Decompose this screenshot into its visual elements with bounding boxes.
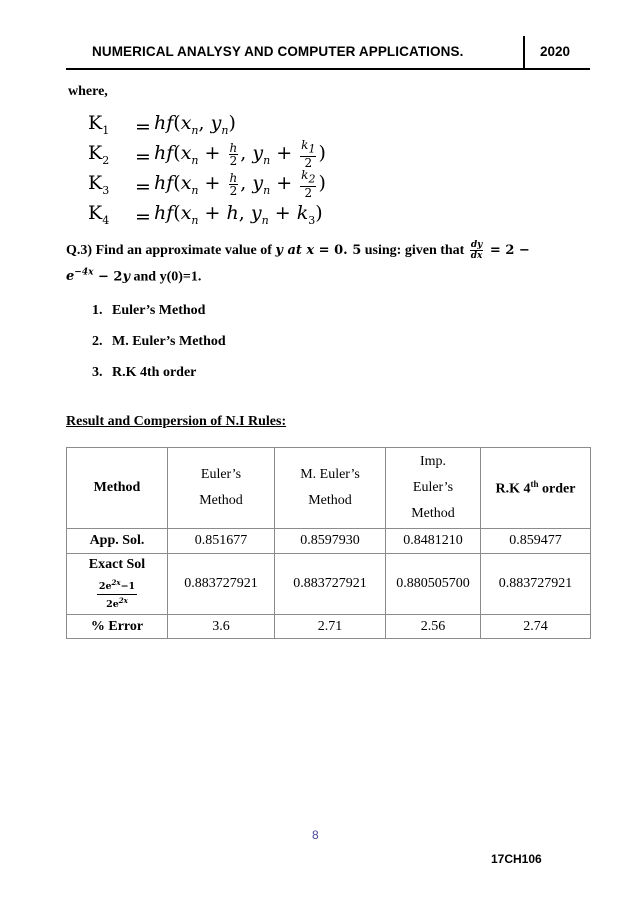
- header-divider: [523, 36, 525, 68]
- header-method: Method: [67, 448, 168, 529]
- list-item: 3. R.K 4th order: [92, 365, 197, 380]
- question-expr-a: y at x =: [275, 243, 335, 258]
- dy-dx-fraction: $\frac{dy}{dx}$: [470, 240, 483, 262]
- table-row: Exact Sol $\frac{2e^{2x}-1}{2e^{2x}}$ 0.883727921 0.883727921 0.880505700 0.883727921: [67, 554, 591, 615]
- footer-code: 17CH106: [491, 852, 542, 866]
- list-item: 1. Euler’s Method: [92, 303, 206, 318]
- exact-sol-formula: $\frac{2e^{2x}-1}{2e^{2x}}$: [98, 578, 136, 610]
- header-rk4: R.K 4th order: [481, 448, 591, 529]
- table-row: % Error 3.6 2.71 2.56 2.74: [67, 615, 591, 639]
- formula-k3: $K_3$ = $hf(x_n$ + $\frac{h}{2}$ , $y_n$ + $\frac{k_2}{2}$ ): [88, 168, 326, 200]
- question-text-c: and y(0)=1.: [130, 269, 202, 285]
- header-imp-euler: Imp. Euler’s Method: [386, 448, 481, 529]
- result-title: Result and Compersion of N.I Rules:: [66, 414, 287, 429]
- question-3: Q.3) Find an approximate value of y at x = 0. 5 using: given that $\frac{dy}{dx}$ = 2 − $e^{-4x} - 2y$ and y(0)=1.: [66, 240, 530, 285]
- page-number: 8: [312, 828, 319, 842]
- rk-formulas: [88, 112, 326, 232]
- question-expr-value: 0. 5: [334, 243, 362, 258]
- formula-k2: $K_2$ = $hf(x_n$ + $\frac{h}{2}$ , $y_n$ + $\frac{k_1}{2}$ ): [88, 138, 326, 170]
- page-header: [66, 36, 590, 70]
- method-list: [92, 302, 226, 395]
- header-m-euler: M. Euler’s Method: [275, 448, 386, 529]
- question-text-b: using: given that: [361, 243, 468, 258]
- header-euler: Euler’s Method: [168, 448, 275, 529]
- table-header-row: [67, 448, 591, 529]
- where-label: where,: [68, 84, 108, 99]
- question-text-a: Find an approximate value of: [95, 243, 272, 258]
- formula-k4: $K_4$ = $hf(x_n + h$, $y_n + k_3$): [88, 202, 323, 228]
- header-year: 2020: [540, 44, 571, 59]
- table-row: App. Sol. 0.851677 0.8597930 0.8481210 0.859477: [67, 529, 591, 554]
- list-item: 2. M. Euler’s Method: [92, 334, 226, 349]
- question-number: Q.3): [66, 243, 93, 258]
- results-table: [66, 447, 591, 639]
- header-title: NUMERICAL ANALYSY AND COMPUTER APPLICATIONS.: [92, 44, 464, 59]
- formula-k1: $K_1$ = $hf(x_n$, $y_n$): [88, 112, 236, 138]
